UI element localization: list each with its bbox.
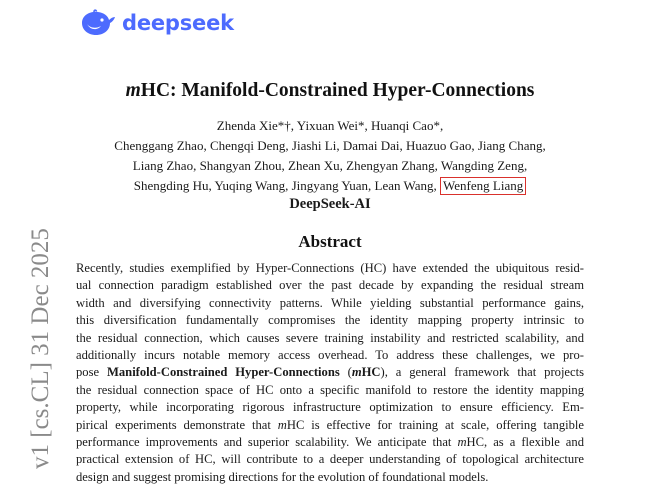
author-line — [80, 176, 580, 196]
abstract-line — [76, 417, 584, 434]
abstract-text: pirical experiments demonstrate that — [76, 417, 278, 432]
abstract-line: practical extension of HC, will contribute to a deeper understanding of topological architecture — [76, 452, 584, 467]
abstract-line — [76, 364, 584, 381]
abstract-text: ), a general framework that projects — [380, 365, 585, 380]
brand-name: deepseek — [122, 11, 234, 35]
method-abbrev-m: m — [351, 365, 362, 380]
abstract-line: width and diversifying connectivity patterns. While yielding substantial performance gains, — [76, 295, 584, 310]
abstract-line: Recently, studies exemplified by Hyper-Connections (HC) have extended the ubiquitous resid- — [76, 261, 584, 275]
abstract-text: ( — [339, 365, 352, 380]
paper-title — [0, 80, 660, 102]
abstract-line: design and suggest promising directions for the evolution of foundational models. — [76, 469, 489, 484]
abstract-body — [76, 260, 584, 486]
abstract-line: this diversification fundamentally compromises the identity mapping property intrinsic to — [76, 313, 584, 328]
author-line-text: Shengding Hu, Yuqing Wang, Jingyang Yuan, Lean Wang, — [133, 178, 441, 193]
highlighted-author: Wenfeng Liang — [440, 177, 526, 195]
abstract-line: ual connection paradigm established over the past decade by expanding the residual stream — [76, 278, 584, 293]
abstract-line: property, while incorporating rigorous infrastructure optimization to ensure efficiency. Em- — [76, 400, 584, 415]
title-main: HC: Manifold-Constrained Hyper-Connections — [140, 80, 535, 101]
arxiv-side-stamp: v1 [cs.CL] 31 Dec 2025 — [27, 228, 54, 469]
abstract-text: HC is effective for training at scale, offering tangible — [286, 417, 585, 432]
author-line: Zhenda Xie*†, Yixuan Wei*, Huanqi Cao*, — [216, 118, 444, 133]
abstract-italic-m: m — [457, 435, 467, 450]
method-abbrev-hc: HC — [361, 365, 381, 380]
abstract-italic-m: m — [277, 417, 287, 432]
method-abbrev — [352, 365, 381, 379]
whale-icon — [80, 9, 116, 37]
abstract-text: performance improvements and superior scalability. We anticipate that — [76, 435, 458, 450]
title-prefix: m — [125, 80, 141, 101]
abstract-line: the residual connection space of HC onto a specific manifold to restore the identity mapping — [76, 382, 584, 397]
abstract-text: HC, as a flexible and — [466, 435, 584, 450]
author-line: Chenggang Zhao, Chengqi Deng, Jiashi Li, Damai Dai, Huazuo Gao, Jiang Chang, — [114, 138, 546, 153]
abstract-heading: Abstract — [298, 232, 362, 251]
abstract-line — [76, 434, 584, 451]
method-name: Manifold-Constrained Hyper-Connections — [107, 365, 340, 380]
author-line: Liang Zhao, Shangyan Zhou, Zhean Xu, Zhengyan Zhang, Wangding Zeng, — [132, 158, 528, 173]
abstract-line: the residual connection, which causes severe training instability and restricted scalability, and — [76, 330, 584, 345]
abstract-text: pose — [76, 365, 107, 380]
abstract-line: additionally incurs notable memory access overhead. To address these challenges, we pro- — [76, 348, 584, 363]
author-list — [80, 116, 580, 196]
deepseek-logo — [80, 6, 234, 40]
affiliation: DeepSeek-AI — [289, 196, 371, 212]
